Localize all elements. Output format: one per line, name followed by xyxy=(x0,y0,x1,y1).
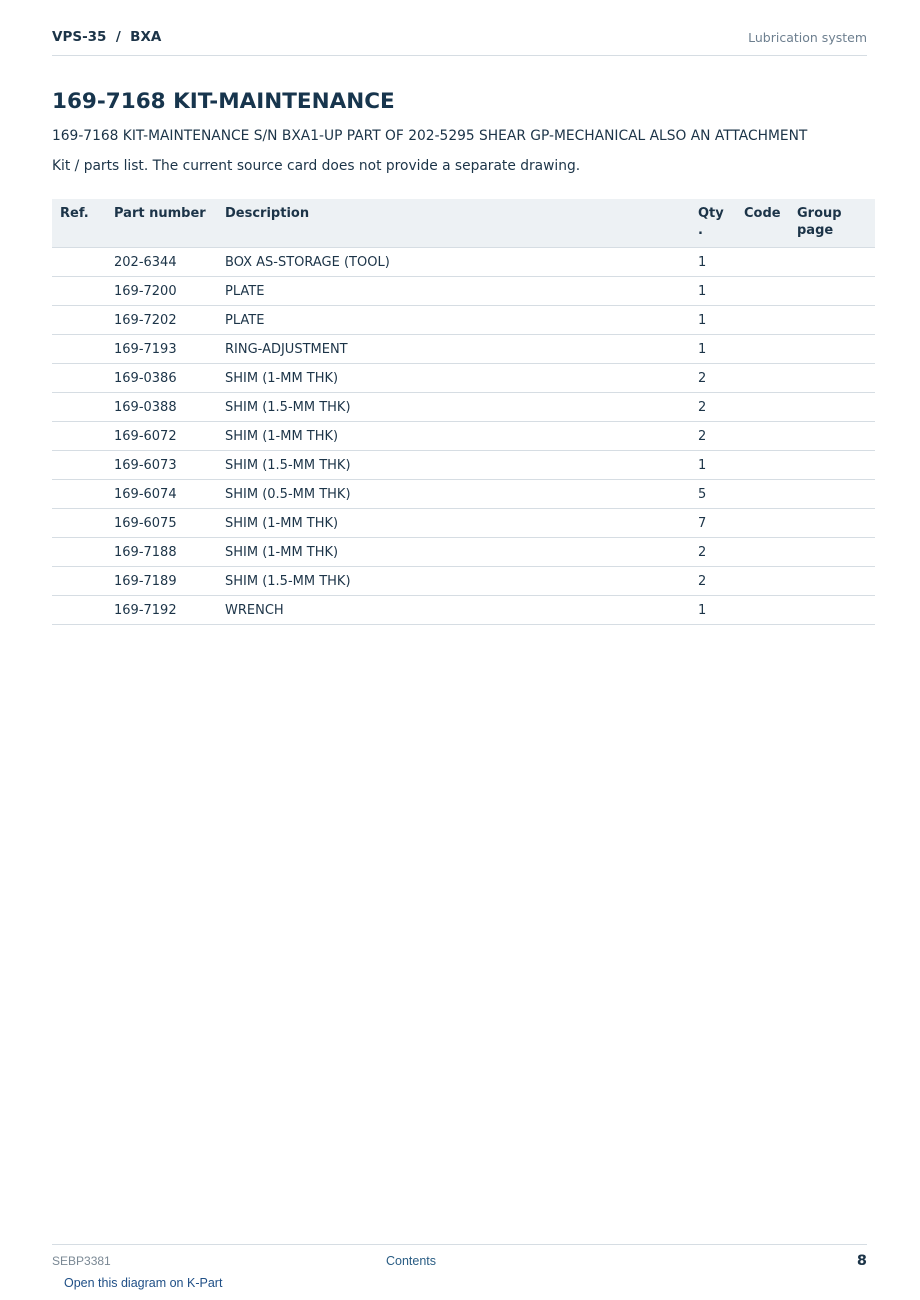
cell-code xyxy=(744,596,797,625)
header-row xyxy=(52,199,875,248)
cell-group-page xyxy=(797,364,875,393)
table-row xyxy=(52,596,875,625)
cell-part-number: 169-0388 xyxy=(114,393,225,422)
cell-description: WRENCH xyxy=(225,596,698,625)
cell-qty: 2 xyxy=(698,364,744,393)
table-row xyxy=(52,509,875,538)
cell-part-number: 169-7189 xyxy=(114,567,225,596)
cell-ref xyxy=(52,451,114,480)
cell-qty: 7 xyxy=(698,509,744,538)
cell-ref xyxy=(52,277,114,306)
cell-group-page xyxy=(797,306,875,335)
cell-part-number: 169-7188 xyxy=(114,538,225,567)
section-title: Lubrication system xyxy=(748,30,867,45)
cell-qty: 2 xyxy=(698,393,744,422)
cell-part-number: 169-7192 xyxy=(114,596,225,625)
cell-part-number: 169-7202 xyxy=(114,306,225,335)
col-code: Code xyxy=(744,199,797,248)
table-row xyxy=(52,451,875,480)
cell-group-page xyxy=(797,393,875,422)
parts-table-body xyxy=(52,248,875,625)
cell-part-number: 169-7193 xyxy=(114,335,225,364)
cell-ref xyxy=(52,509,114,538)
cell-group-page xyxy=(797,509,875,538)
cell-description: RING-ADJUSTMENT xyxy=(225,335,698,364)
cell-group-page xyxy=(797,335,875,364)
cell-part-number: 169-6072 xyxy=(114,422,225,451)
col-part-number: Part number xyxy=(114,199,225,248)
cell-ref xyxy=(52,335,114,364)
open-kpart-link[interactable]: Open this diagram on K-Part xyxy=(64,1276,223,1290)
cell-code xyxy=(744,248,797,277)
page-footer xyxy=(52,1244,867,1275)
table-row xyxy=(52,277,875,306)
cell-qty: 1 xyxy=(698,277,744,306)
col-group-page xyxy=(797,199,875,248)
cell-ref xyxy=(52,596,114,625)
cell-code xyxy=(744,393,797,422)
cell-code xyxy=(744,364,797,393)
cell-description: SHIM (1-MM THK) xyxy=(225,364,698,393)
parts-table-header xyxy=(52,199,875,248)
cell-group-page xyxy=(797,451,875,480)
cell-code xyxy=(744,480,797,509)
page-header xyxy=(52,26,867,56)
cell-description: SHIM (1.5-MM THK) xyxy=(225,393,698,422)
table-row xyxy=(52,306,875,335)
cell-description: SHIM (0.5-MM THK) xyxy=(225,480,698,509)
breadcrumb: VPS-35 / BXA xyxy=(52,29,162,45)
cell-ref xyxy=(52,248,114,277)
cell-description: SHIM (1-MM THK) xyxy=(225,422,698,451)
cell-part-number: 202-6344 xyxy=(114,248,225,277)
kit-description: 169-7168 KIT-MAINTENANCE S/N BXA1-UP PART OF 202-5295 SHEAR GP-MECHANICAL ALSO AN ATTACHMENT xyxy=(52,128,808,144)
cell-ref xyxy=(52,480,114,509)
cell-qty: 1 xyxy=(698,306,744,335)
cell-code xyxy=(744,306,797,335)
parts-table xyxy=(52,199,875,625)
cell-qty: 2 xyxy=(698,538,744,567)
cell-part-number: 169-6073 xyxy=(114,451,225,480)
page-number: 8 xyxy=(856,1253,867,1269)
cell-description: BOX AS-STORAGE (TOOL) xyxy=(225,248,698,277)
cell-code xyxy=(744,277,797,306)
cell-qty: 5 xyxy=(698,480,744,509)
cell-code xyxy=(744,422,797,451)
col-ref: Ref. xyxy=(52,199,114,248)
cell-part-number: 169-0386 xyxy=(114,364,225,393)
cell-ref xyxy=(52,306,114,335)
cell-description: SHIM (1-MM THK) xyxy=(225,538,698,567)
col-qty xyxy=(698,199,744,248)
cell-ref xyxy=(52,567,114,596)
table-row xyxy=(52,480,875,509)
table-row xyxy=(52,538,875,567)
cell-description: SHIM (1.5-MM THK) xyxy=(225,451,698,480)
cell-ref xyxy=(52,393,114,422)
cell-group-page xyxy=(797,422,875,451)
col-group-line2: page xyxy=(797,223,834,238)
cell-part-number: 169-7200 xyxy=(114,277,225,306)
col-group-line1: Group xyxy=(797,206,842,221)
source-note: Kit / parts list. The current source card does not provide a separate drawing. xyxy=(52,158,581,174)
cell-ref xyxy=(52,364,114,393)
table-row xyxy=(52,393,875,422)
cell-group-page xyxy=(797,567,875,596)
contents-link[interactable]: Contents xyxy=(386,1254,437,1268)
cell-group-page xyxy=(797,596,875,625)
cell-qty: 1 xyxy=(698,335,744,364)
cell-group-page xyxy=(797,248,875,277)
cell-code xyxy=(744,509,797,538)
cell-code xyxy=(744,335,797,364)
col-description: Description xyxy=(225,199,698,248)
cell-qty: 1 xyxy=(698,451,744,480)
cell-code xyxy=(744,567,797,596)
table-row xyxy=(52,364,875,393)
page-title: 169-7168 KIT-MAINTENANCE xyxy=(52,89,395,114)
table-row xyxy=(52,422,875,451)
cell-description: PLATE xyxy=(225,277,698,306)
cell-qty: 2 xyxy=(698,567,744,596)
cell-group-page xyxy=(797,538,875,567)
cell-group-page xyxy=(797,480,875,509)
cell-description: PLATE xyxy=(225,306,698,335)
cell-ref xyxy=(52,422,114,451)
table-row xyxy=(52,335,875,364)
cell-part-number: 169-6074 xyxy=(114,480,225,509)
cell-description: SHIM (1-MM THK) xyxy=(225,509,698,538)
document-code: SEBP3381 xyxy=(52,1254,111,1268)
cell-code xyxy=(744,451,797,480)
cell-qty: 2 xyxy=(698,422,744,451)
cell-qty: 1 xyxy=(698,596,744,625)
cell-group-page xyxy=(797,277,875,306)
cell-ref xyxy=(52,538,114,567)
table-row xyxy=(52,248,875,277)
cell-description: SHIM (1.5-MM THK) xyxy=(225,567,698,596)
col-qty-line2: . xyxy=(698,223,703,238)
col-qty-line1: Qty xyxy=(698,206,724,221)
cell-part-number: 169-6075 xyxy=(114,509,225,538)
cell-code xyxy=(744,538,797,567)
table-row xyxy=(52,567,875,596)
cell-qty: 1 xyxy=(698,248,744,277)
